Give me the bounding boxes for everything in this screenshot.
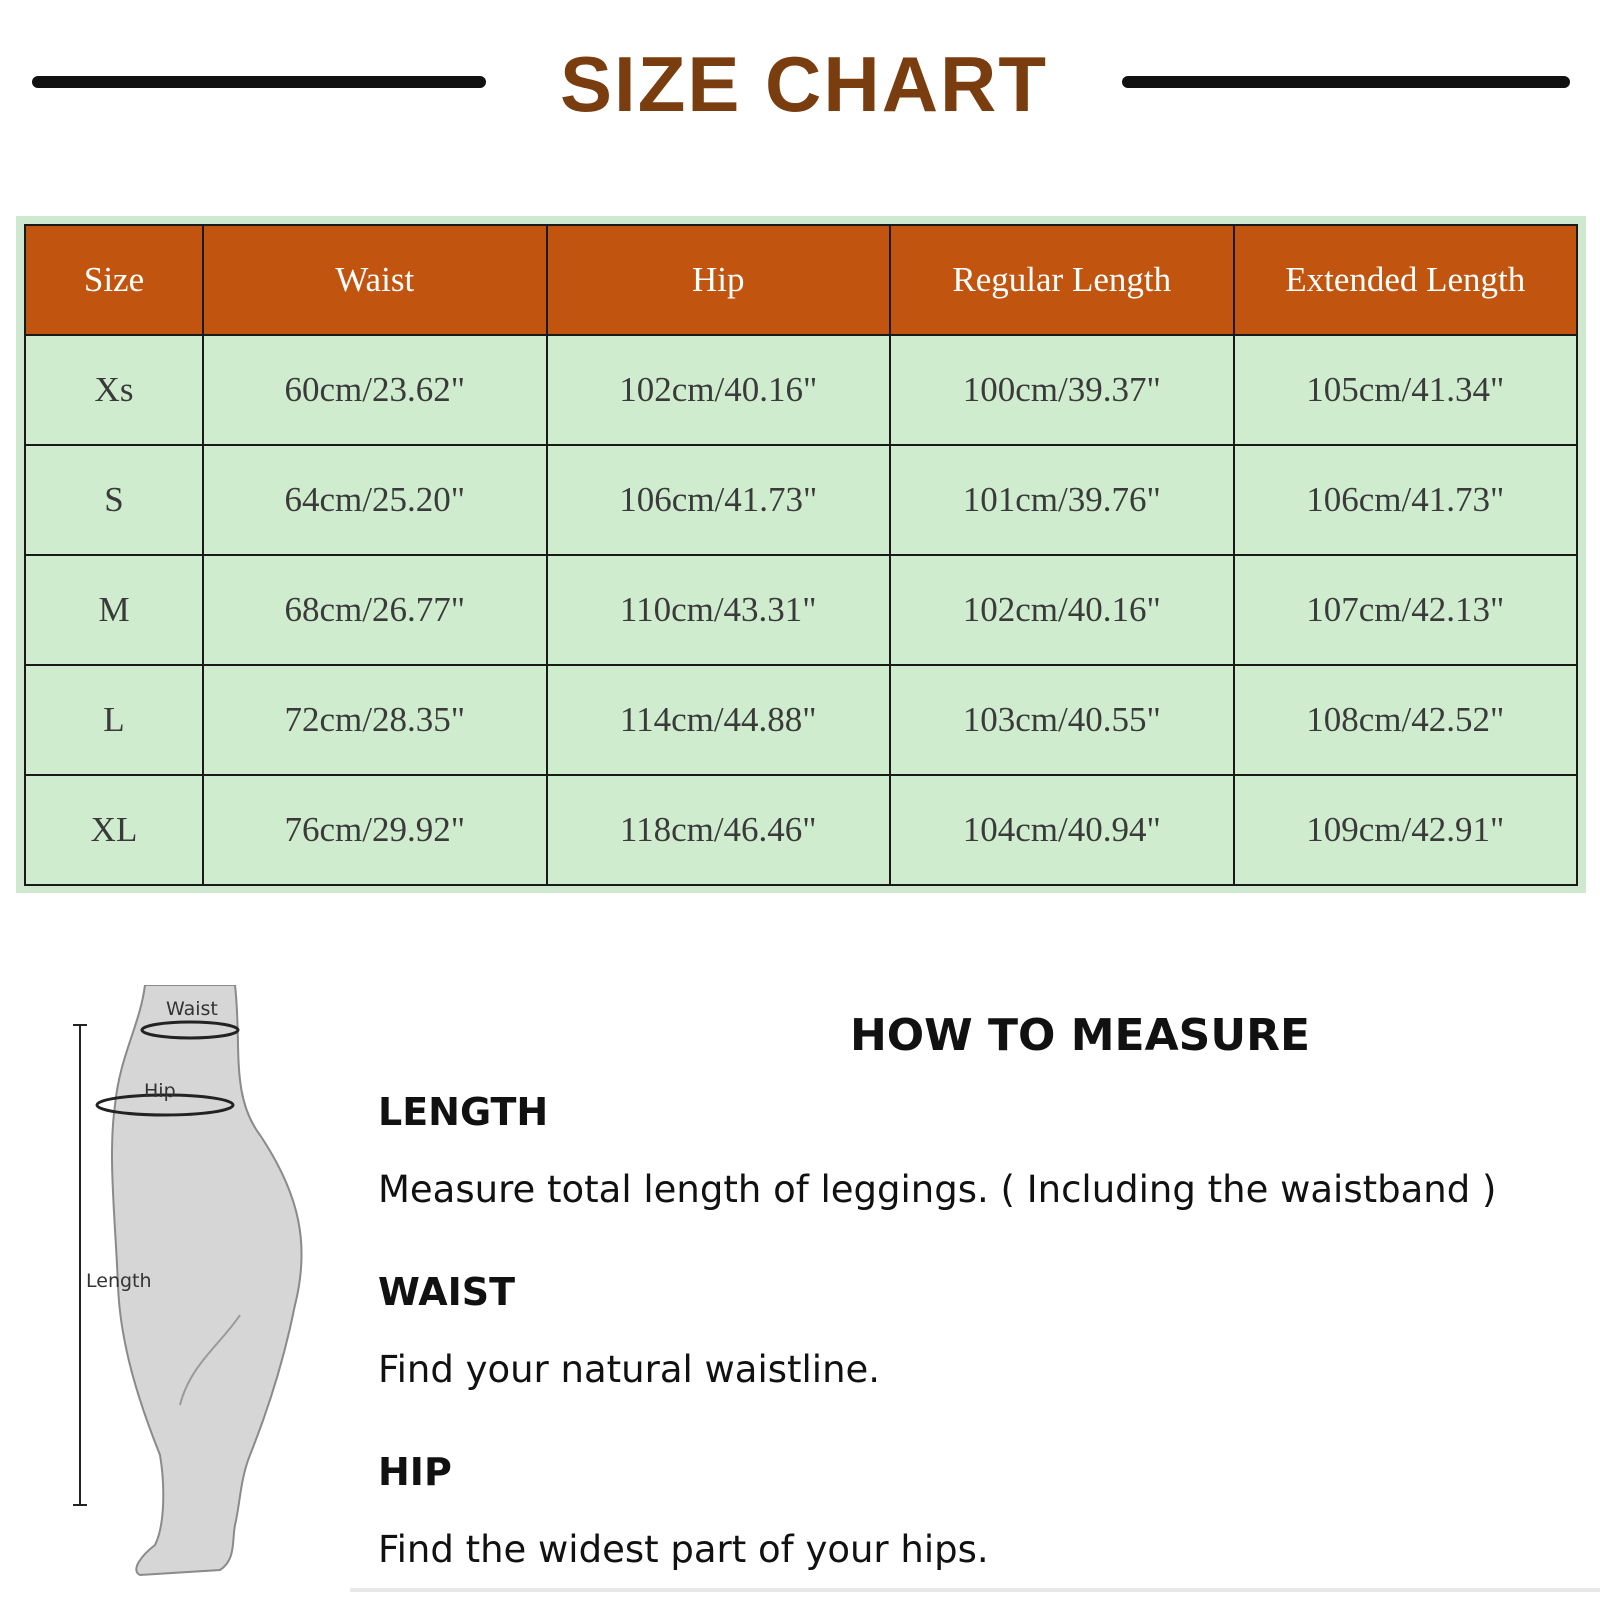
title-rule-right [1122, 76, 1570, 88]
table-header-row [25, 225, 1577, 335]
cell-hip: 118cm/46.46" [547, 775, 891, 885]
length-text: Measure total length of leggings. ( Including the waistband ) [378, 1168, 1497, 1211]
table-row [25, 335, 1577, 445]
hip-text: Find the widest part of your hips. [378, 1528, 989, 1571]
leg-illustration [60, 985, 350, 1585]
leggings-figure [60, 985, 350, 1585]
cell-waist: 72cm/28.35" [203, 665, 547, 775]
cell-extended-length: 105cm/41.34" [1234, 335, 1578, 445]
cell-extended-length: 106cm/41.73" [1234, 445, 1578, 555]
cell-regular-length: 104cm/40.94" [890, 775, 1234, 885]
table-row [25, 555, 1577, 665]
page-title: SIZE CHART [560, 40, 1048, 128]
bottom-divider [350, 1588, 1600, 1592]
header-waist: Waist [203, 225, 547, 335]
cell-hip: 106cm/41.73" [547, 445, 891, 555]
cell-regular-length: 102cm/40.16" [890, 555, 1234, 665]
waist-text: Find your natural waistline. [378, 1348, 881, 1391]
size-table [24, 224, 1578, 886]
hip-label: Hip [144, 1080, 176, 1102]
cell-hip: 110cm/43.31" [547, 555, 891, 665]
header-size: Size [25, 225, 203, 335]
table-row [25, 665, 1577, 775]
title-rule-left [32, 76, 486, 88]
length-heading: LENGTH [378, 1090, 549, 1134]
table-row [25, 445, 1577, 555]
length-label: Length [86, 1270, 152, 1292]
cell-waist: 64cm/25.20" [203, 445, 547, 555]
cell-size: XL [25, 775, 203, 885]
waist-label: Waist [166, 998, 218, 1020]
hip-heading: HIP [378, 1450, 452, 1494]
cell-extended-length: 108cm/42.52" [1234, 665, 1578, 775]
cell-size: M [25, 555, 203, 665]
cell-hip: 114cm/44.88" [547, 665, 891, 775]
cell-extended-length: 107cm/42.13" [1234, 555, 1578, 665]
cell-extended-length: 109cm/42.91" [1234, 775, 1578, 885]
cell-regular-length: 100cm/39.37" [890, 335, 1234, 445]
size-table-frame [16, 216, 1586, 893]
header-regular-length: Regular Length [890, 225, 1234, 335]
table-row [25, 775, 1577, 885]
cell-size: L [25, 665, 203, 775]
header-extended-length: Extended Length [1234, 225, 1578, 335]
cell-hip: 102cm/40.16" [547, 335, 891, 445]
header-hip: Hip [547, 225, 891, 335]
cell-size: S [25, 445, 203, 555]
cell-regular-length: 101cm/39.76" [890, 445, 1234, 555]
cell-waist: 60cm/23.62" [203, 335, 547, 445]
cell-regular-length: 103cm/40.55" [890, 665, 1234, 775]
waist-heading: WAIST [378, 1270, 516, 1314]
how-to-measure-title: HOW TO MEASURE [849, 1010, 1311, 1061]
cell-waist: 68cm/26.77" [203, 555, 547, 665]
cell-waist: 76cm/29.92" [203, 775, 547, 885]
cell-size: Xs [25, 335, 203, 445]
